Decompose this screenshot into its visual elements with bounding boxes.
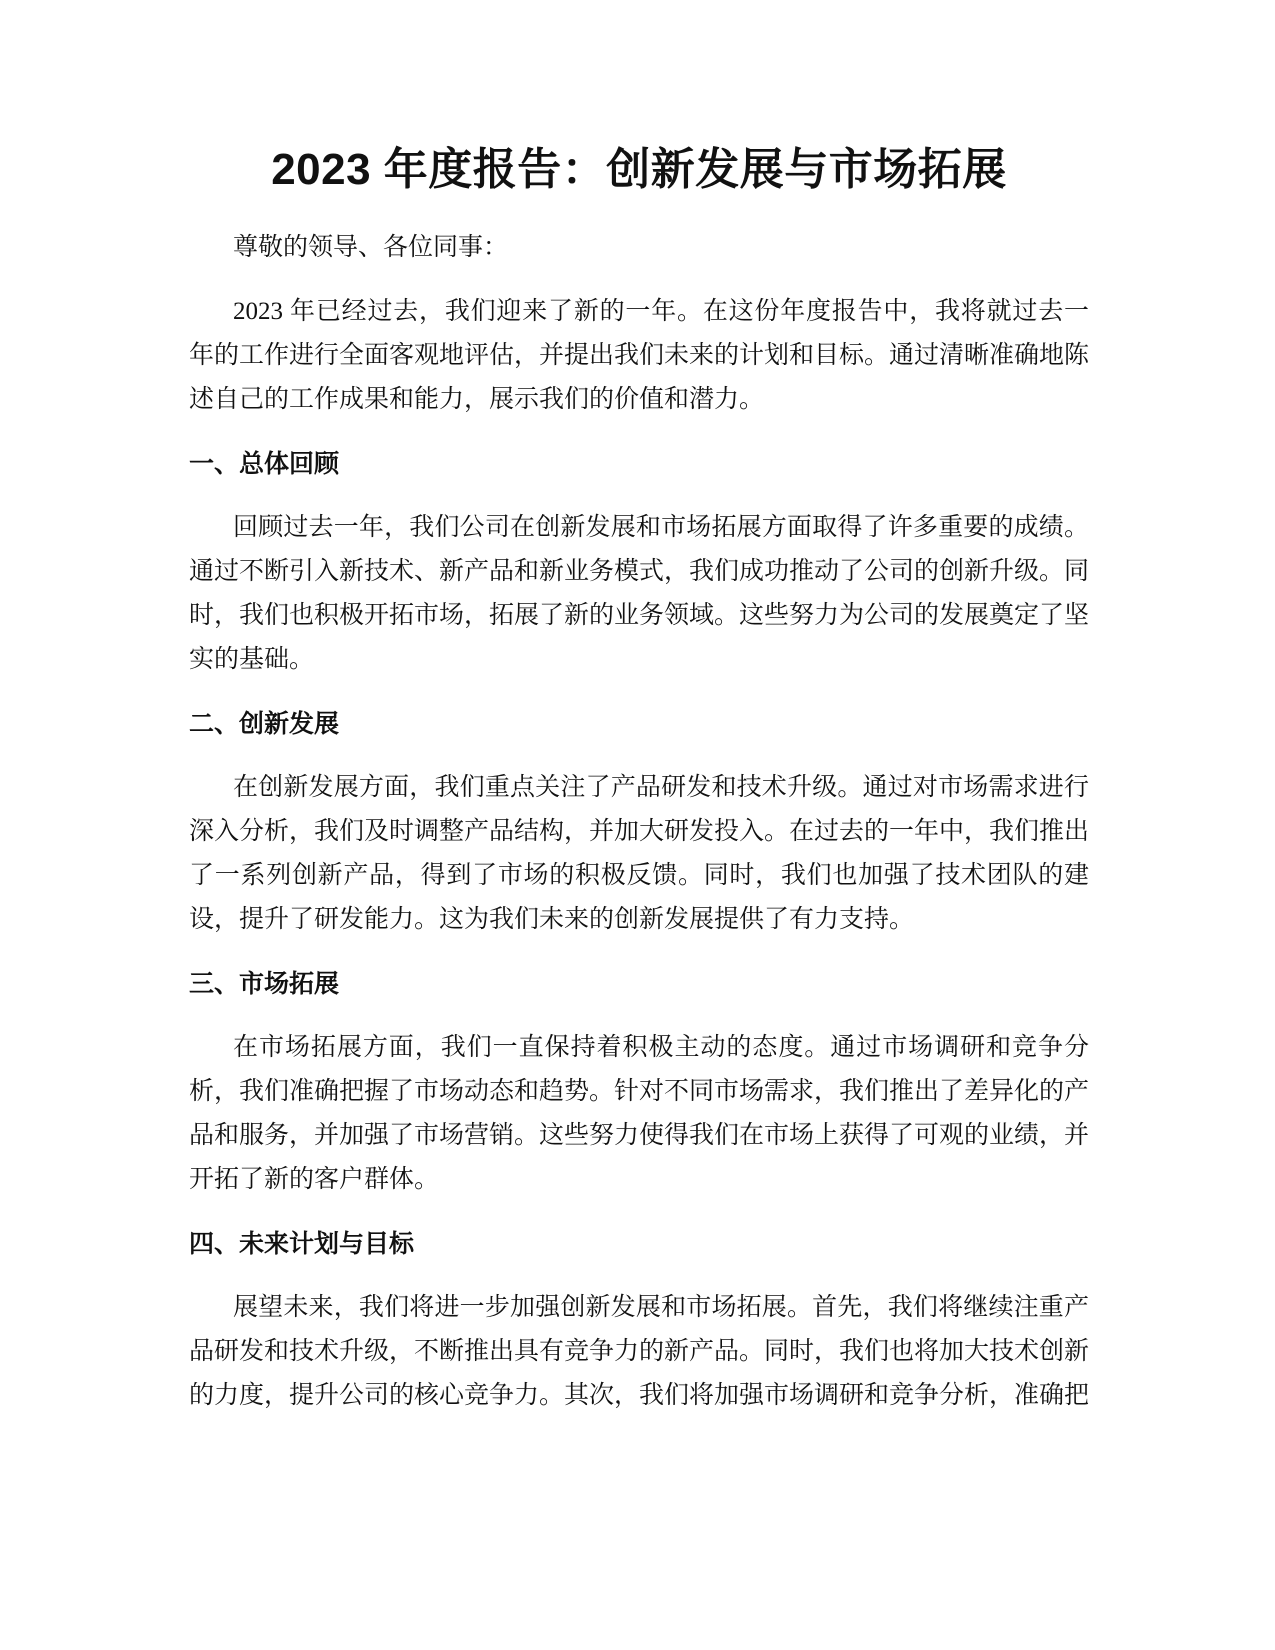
section-heading-market: 三、市场拓展 <box>189 970 340 998</box>
section-heading-overview: 一、总体回顾 <box>189 450 340 478</box>
section-heading-innovation: 二、创新发展 <box>189 710 340 738</box>
section-heading-future-plans: 四、未来计划与目标 <box>189 1230 415 1258</box>
section-body-innovation: 在创新发展方面，我们重点关注了产品研发和技术升级。通过对市场需求进行深入分析，我们及时调整产品结构，并加大研发投入。在过去的一年中，我们推出了一系列创新产品，得到了市场的积极反馈。同时，我们也加强了技术团队的建设，提升了研发能力。这为我们未来的创新发展提供了有力支持。 <box>189 774 1090 933</box>
greeting-paragraph: 尊敬的领导、各位同事： <box>233 234 509 261</box>
document-page <box>189 140 1089 1438</box>
section-body-future-plans: 展望未来，我们将进一步加强创新发展和市场拓展。首先，我们将继续注重产品研发和技术升级，不断推出具有竞争力的新产品。同时，我们也将加大技术创新的力度，提升公司的核心竞争力。其次，我们将加强市场调研和竞争分析，准确把 <box>189 1294 1090 1409</box>
intro-paragraph: 2023 年已经过去，我们迎来了新的一年。在这份年度报告中，我将就过去一年的工作进行全面客观地评估，并提出我们未来的计划和目标。通过清晰准确地陈述自己的工作成果和能力，展示我们的价值和潜力。 <box>189 298 1090 413</box>
section-body-market: 在市场拓展方面，我们一直保持着积极主动的态度。通过市场调研和竞争分析，我们准确把握了市场动态和趋势。针对不同市场需求，我们推出了差异化的产品和服务，并加强了市场营销。这些努力使得我们在市场上获得了可观的业绩，并开拓了新的客户群体。 <box>189 1034 1090 1193</box>
section-body-overview: 回顾过去一年，我们公司在创新发展和市场拓展方面取得了许多重要的成绩。通过不断引入新技术、新产品和新业务模式，我们成功推动了公司的创新升级。同时，我们也积极开拓市场，拓展了新的业务领域。这些努力为公司的发展奠定了坚实的基础。 <box>189 514 1090 673</box>
document-title: 2023 年度报告：创新发展与市场拓展 <box>271 145 1007 194</box>
